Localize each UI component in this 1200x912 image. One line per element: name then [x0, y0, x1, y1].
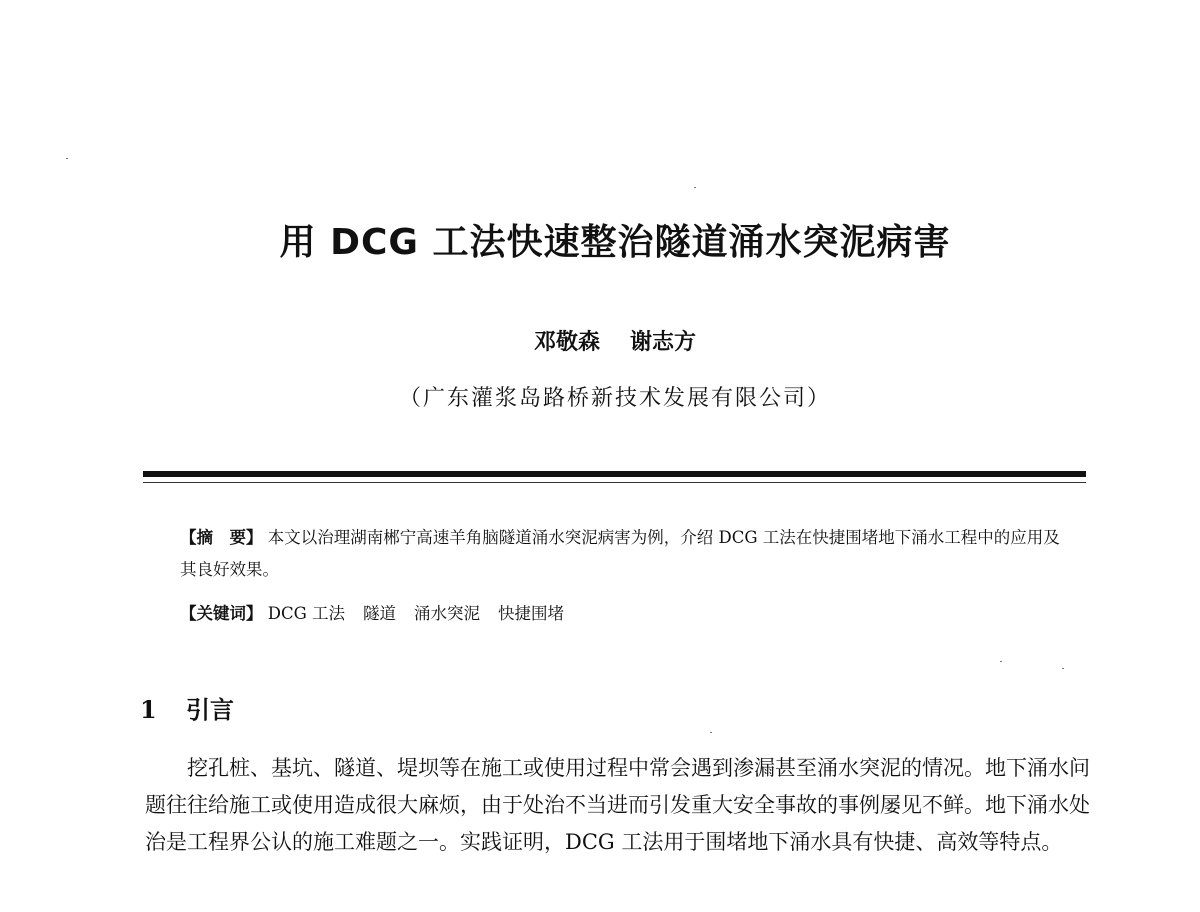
author-affiliation: （广东灌浆岛路桥新技术发展有限公司）: [398, 386, 831, 411]
keywords-label: 【关键词】: [180, 604, 263, 623]
paper-title: 用 DCG 工法快速整治隧道涌水突泥病害: [279, 222, 951, 263]
section-number: 1: [140, 695, 157, 724]
keyword: DCG 工法: [267, 604, 346, 623]
scan-speck: [66, 158, 68, 159]
section-title: 引言: [186, 695, 234, 724]
abstract-text: 本文以治理湖南郴宁高速羊角脑隧道涌水突泥病害为例，介绍 DCG 工法在快捷围堵地下涌水工程中的应用及其良好效果。: [180, 528, 1060, 579]
author-name: 谢志方: [630, 329, 697, 355]
scan-speck: [694, 187, 696, 188]
scan-speck: [1000, 661, 1002, 662]
header-divider-thick: [143, 471, 1086, 477]
keyword: 快捷围堵: [498, 604, 565, 623]
keywords-block: [180, 600, 1060, 628]
author-list: [0, 325, 1200, 356]
keyword: 涌水突泥: [414, 604, 481, 623]
body-paragraph: 挖孔桩、基坑、隧道、堤坝等在施工或使用过程中常会遇到渗漏甚至涌水突泥的情况。地下涌水问题往往给施工或使用造成很大麻烦，由于处治不当进而引发重大安全事故的事例屡见不鲜。地下涌水处治是工程界公认的施工难题之一。实践证明，DCG 工法用于围堵地下涌水具有快捷、高效等特点。: [145, 756, 1090, 854]
scan-speck: [710, 732, 712, 733]
scan-speck: [1062, 668, 1064, 669]
author-name: 邓敬森: [533, 329, 600, 355]
header-divider-thin: [143, 482, 1086, 483]
section-heading: [140, 690, 234, 725]
abstract-block: [180, 522, 1060, 586]
keyword: 隧道: [363, 604, 397, 623]
abstract-label: 【摘 要】: [180, 528, 263, 547]
